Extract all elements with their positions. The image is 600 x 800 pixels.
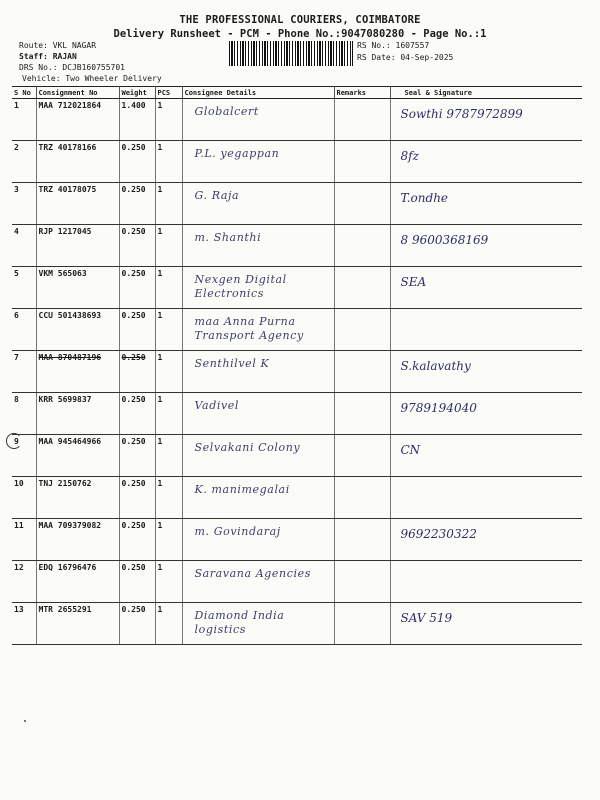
row-sno: 1 xyxy=(14,101,19,110)
weight: 0.250 xyxy=(121,605,146,614)
row-sno: 9 xyxy=(14,437,19,446)
consignee-details-cell xyxy=(182,435,334,477)
consignment-no: MAA 945464966 xyxy=(38,437,102,446)
signature: Sowthi 9787972899 xyxy=(400,107,523,121)
signature: SAV 519 xyxy=(400,611,453,625)
weight: 0.250 xyxy=(121,437,146,446)
column-header: Consignee Details xyxy=(182,87,334,99)
pcs-cell xyxy=(155,183,182,225)
weight-cell xyxy=(119,519,155,561)
weight-cell xyxy=(119,309,155,351)
pcs: 1 xyxy=(157,311,163,320)
consignee-details-cell xyxy=(182,561,334,603)
remarks-cell xyxy=(334,561,390,603)
weight-cell xyxy=(119,267,155,309)
pcs: 1 xyxy=(157,605,163,614)
weight: 0.250 xyxy=(121,269,146,278)
remarks-cell xyxy=(334,183,390,225)
signature-cell xyxy=(390,519,582,561)
hand-drawn-circle xyxy=(6,433,22,449)
pcs: 1 xyxy=(157,437,163,446)
consignee-details-cell xyxy=(182,519,334,561)
consignee-details: Selvakani Colony xyxy=(194,441,301,454)
weight: 0.250 xyxy=(121,395,146,404)
runsheet-table xyxy=(12,86,582,645)
signature-cell xyxy=(390,99,582,141)
row-sno: 5 xyxy=(14,269,19,278)
consignment-no: MAA 870487196 xyxy=(38,353,102,362)
consignee-details: P.L. yegappan xyxy=(194,147,280,160)
document-subtitle: Delivery Runsheet - PCM - Phone No.:9047080280 - Page No.:1 xyxy=(113,28,487,40)
consignment-no-cell xyxy=(36,309,119,351)
table-row xyxy=(12,351,582,393)
weight: 0.250 xyxy=(121,479,146,488)
consignee-details: Saravana Agencies xyxy=(194,567,311,580)
signature: CN xyxy=(400,443,421,457)
consignment-no: KRR 5699837 xyxy=(38,395,92,404)
rs-number: RS No.: 1607557 xyxy=(357,41,430,50)
weight: 0.250 xyxy=(121,563,146,572)
row-sno: 11 xyxy=(14,521,24,530)
weight: 0.250 xyxy=(121,311,146,320)
vehicle-label: Vehicle: Two Wheeler Delivery xyxy=(22,74,162,83)
table-row xyxy=(12,141,582,183)
pcs: 1 xyxy=(157,563,163,572)
route-label: Route: VKL NAGAR xyxy=(19,41,97,50)
signature-cell xyxy=(390,225,582,267)
signature: S.kalavathy xyxy=(400,359,471,373)
row-sno-cell xyxy=(12,99,36,141)
weight: 0.250 xyxy=(121,227,146,236)
pcs: 1 xyxy=(157,185,163,194)
table-row xyxy=(12,225,582,267)
consignment-no-cell xyxy=(36,603,119,645)
consignee-details-cell xyxy=(182,309,334,351)
row-sno: 4 xyxy=(14,227,19,236)
table-row xyxy=(12,309,582,351)
remarks-cell xyxy=(334,267,390,309)
signature-cell xyxy=(390,141,582,183)
table-header-row xyxy=(12,87,582,99)
weight-cell xyxy=(119,351,155,393)
row-sno: 12 xyxy=(14,563,24,572)
row-sno: 13 xyxy=(14,605,24,614)
row-sno: 10 xyxy=(14,479,24,488)
signature-cell xyxy=(390,309,582,351)
table-row xyxy=(12,561,582,603)
column-header: Weight xyxy=(119,87,155,99)
column-header: Seal & Signature xyxy=(390,87,582,99)
consignment-no: MAA 712021864 xyxy=(38,101,102,110)
document-title: THE PROFESSIONAL COURIERS, COIMBATORE xyxy=(179,14,421,26)
row-sno-cell xyxy=(12,351,36,393)
row-sno: 2 xyxy=(14,143,19,152)
signature-cell xyxy=(390,267,582,309)
pcs-cell xyxy=(155,351,182,393)
pcs: 1 xyxy=(157,479,163,488)
consignee-details-cell xyxy=(182,141,334,183)
consignment-no-cell xyxy=(36,351,119,393)
consignee-details: K. manimegalai xyxy=(194,483,290,496)
consignment-no-cell xyxy=(36,477,119,519)
weight-cell xyxy=(119,225,155,267)
scan-speck xyxy=(24,720,26,722)
weight-cell xyxy=(119,183,155,225)
remarks-cell xyxy=(334,225,390,267)
row-sno: 6 xyxy=(14,311,19,320)
pcs: 1 xyxy=(157,227,163,236)
table-row xyxy=(12,267,582,309)
weight: 0.250 xyxy=(121,353,146,362)
signature: 8fz xyxy=(400,149,419,163)
consignee-details: Globalcert xyxy=(194,105,259,118)
consignment-no: VKM 565063 xyxy=(38,269,87,278)
consignee-details: m. Shanthi xyxy=(194,231,262,244)
column-header: Consignment No xyxy=(36,87,119,99)
row-sno-cell xyxy=(12,603,36,645)
consignee-details: Diamond India logistics xyxy=(194,609,285,636)
pcs: 1 xyxy=(157,395,163,404)
remarks-cell xyxy=(334,393,390,435)
table-row xyxy=(12,393,582,435)
remarks-cell xyxy=(334,477,390,519)
pcs-cell xyxy=(155,435,182,477)
row-sno-cell xyxy=(12,267,36,309)
row-sno-cell xyxy=(12,561,36,603)
signature-cell xyxy=(390,603,582,645)
pcs: 1 xyxy=(157,269,163,278)
consignee-details-cell xyxy=(182,477,334,519)
weight: 0.250 xyxy=(121,521,146,530)
weight: 0.250 xyxy=(121,143,146,152)
row-sno-cell xyxy=(12,141,36,183)
consignment-no-cell xyxy=(36,393,119,435)
pcs: 1 xyxy=(157,521,163,530)
pcs-cell xyxy=(155,477,182,519)
column-header: S No xyxy=(12,87,36,99)
pcs-cell xyxy=(155,225,182,267)
signature: T.ondhe xyxy=(400,191,449,205)
consignee-details-cell xyxy=(182,225,334,267)
pcs-cell xyxy=(155,99,182,141)
pcs: 1 xyxy=(157,143,163,152)
pcs: 1 xyxy=(157,353,163,362)
consignment-no: RJP 1217045 xyxy=(38,227,92,236)
weight-cell xyxy=(119,393,155,435)
table-row xyxy=(12,435,582,477)
weight-cell xyxy=(119,477,155,519)
weight-cell xyxy=(119,141,155,183)
remarks-cell xyxy=(334,603,390,645)
consignee-details: Vadivel xyxy=(194,399,239,412)
consignee-details-cell xyxy=(182,99,334,141)
weight-cell xyxy=(119,99,155,141)
signature: 9789194040 xyxy=(400,401,477,415)
consignee-details: maa Anna Purna Transport Agency xyxy=(194,315,304,342)
signature-cell xyxy=(390,351,582,393)
weight: 1.400 xyxy=(121,101,146,110)
row-sno-cell xyxy=(12,183,36,225)
consignment-no: TRZ 40178075 xyxy=(38,185,97,194)
signature: 9692230322 xyxy=(400,527,477,541)
consignment-no: CCU 501438693 xyxy=(38,311,102,320)
signature-cell xyxy=(390,477,582,519)
signature-cell xyxy=(390,183,582,225)
pcs-cell xyxy=(155,519,182,561)
consignee-details-cell xyxy=(182,393,334,435)
consignee-details-cell xyxy=(182,603,334,645)
row-sno-cell xyxy=(12,519,36,561)
consignee-details-cell xyxy=(182,183,334,225)
row-sno: 3 xyxy=(14,185,19,194)
remarks-cell xyxy=(334,99,390,141)
table-row xyxy=(12,477,582,519)
pcs: 1 xyxy=(157,101,163,110)
consignee-details: G. Raja xyxy=(194,189,240,202)
consignment-no: TRZ 40178166 xyxy=(38,143,97,152)
consignment-no: MAA 709379082 xyxy=(38,521,102,530)
signature: SEA xyxy=(400,275,427,289)
pcs-cell xyxy=(155,561,182,603)
staff-label: Staff: RAJAN xyxy=(19,52,77,61)
weight-cell xyxy=(119,435,155,477)
row-sno: 7 xyxy=(14,353,19,362)
weight: 0.250 xyxy=(121,185,146,194)
runsheet-rows xyxy=(12,99,582,645)
drs-number: DRS No.: DCJB160755701 xyxy=(19,63,125,72)
row-sno: 8 xyxy=(14,395,19,404)
row-sno-cell xyxy=(12,225,36,267)
table-row xyxy=(12,519,582,561)
consignment-no: TNJ 2150762 xyxy=(38,479,92,488)
pcs-cell xyxy=(155,603,182,645)
consignee-details: Nexgen Digital Electronics xyxy=(194,273,287,300)
consignment-no-cell xyxy=(36,561,119,603)
table-row xyxy=(12,183,582,225)
remarks-cell xyxy=(334,435,390,477)
row-sno-cell xyxy=(12,477,36,519)
remarks-cell xyxy=(334,351,390,393)
remarks-cell xyxy=(334,519,390,561)
column-header: Remarks xyxy=(334,87,390,99)
consignment-no: EDQ 16796476 xyxy=(38,563,97,572)
signature-cell xyxy=(390,393,582,435)
row-sno-cell xyxy=(12,393,36,435)
row-sno-cell xyxy=(12,309,36,351)
table-row xyxy=(12,99,582,141)
consignee-details-cell xyxy=(182,267,334,309)
signature-cell xyxy=(390,561,582,603)
signature-cell xyxy=(390,435,582,477)
pcs-cell xyxy=(155,393,182,435)
consignment-no-cell xyxy=(36,519,119,561)
weight-cell xyxy=(119,603,155,645)
consignment-no-cell xyxy=(36,99,119,141)
consignee-details: Senthilvel K xyxy=(194,357,270,370)
consignment-no-cell xyxy=(36,225,119,267)
rs-date: RS Date: 04-Sep-2025 xyxy=(357,53,454,62)
weight-cell xyxy=(119,561,155,603)
remarks-cell xyxy=(334,309,390,351)
remarks-cell xyxy=(334,141,390,183)
pcs-cell xyxy=(155,267,182,309)
signature: 8 9600368169 xyxy=(400,233,489,247)
consignment-no: MTR 2655291 xyxy=(38,605,92,614)
pcs-cell xyxy=(155,141,182,183)
consignment-no-cell xyxy=(36,267,119,309)
consignment-no-cell xyxy=(36,183,119,225)
barcode-icon xyxy=(229,41,353,66)
consignee-details: m. Govindaraj xyxy=(194,525,281,538)
consignment-no-cell xyxy=(36,435,119,477)
table-row xyxy=(12,603,582,645)
column-header: PCS xyxy=(155,87,182,99)
consignment-no-cell xyxy=(36,141,119,183)
pcs-cell xyxy=(155,309,182,351)
consignee-details-cell xyxy=(182,351,334,393)
